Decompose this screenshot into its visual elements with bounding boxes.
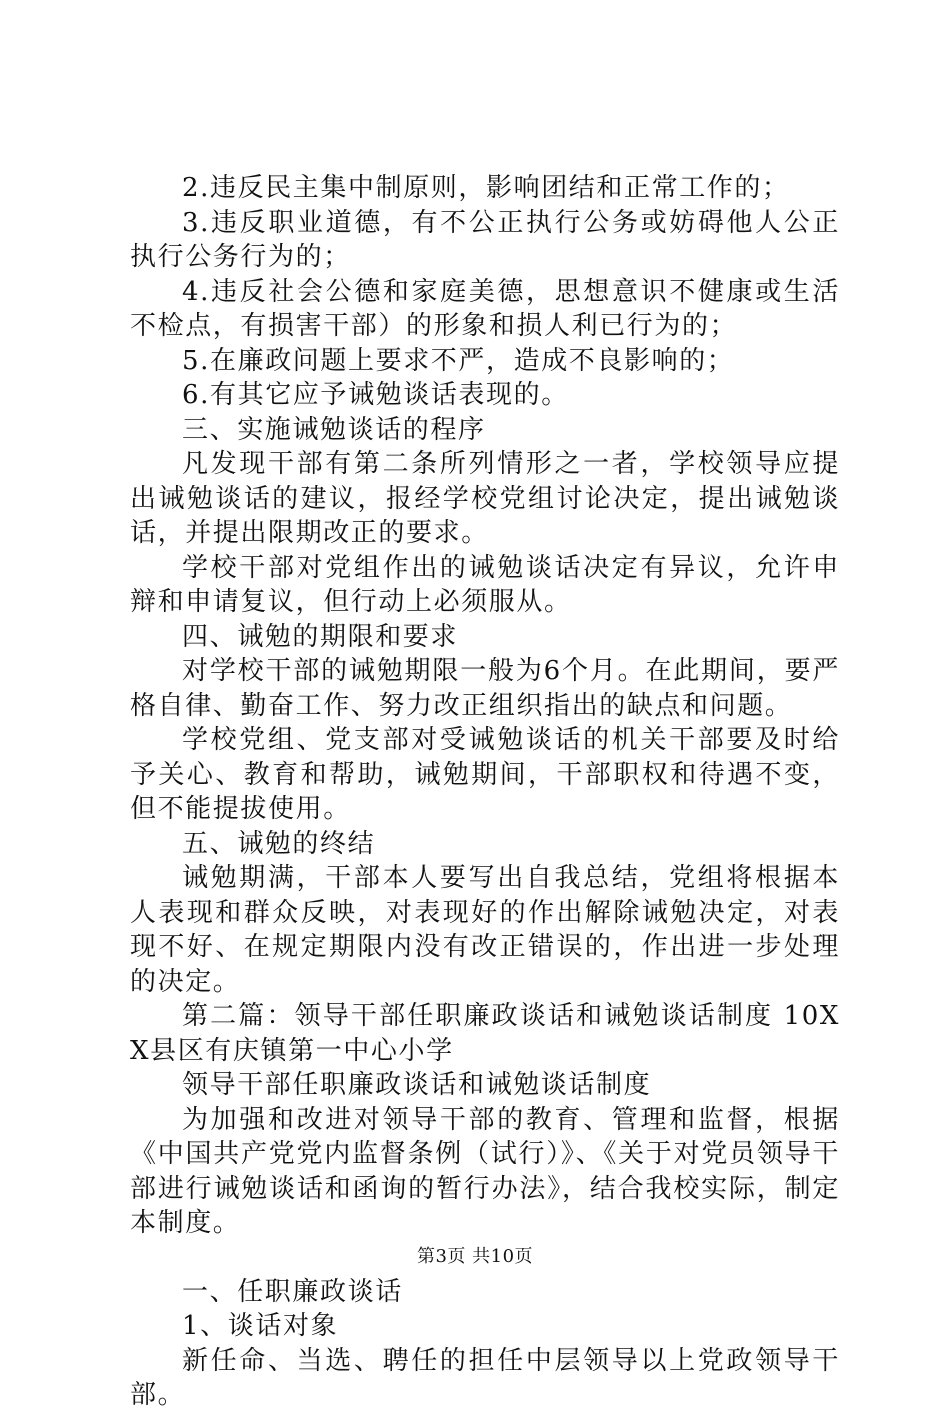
paragraph-item-6: 6.有其它应予诫勉谈话表现的。 — [182, 380, 569, 410]
paragraph-procedure-1: 凡发现干部有第二条所列情形之一者，学校领导应提出诫勉谈话的建议，报经学校党组讨论决定，提出诫勉谈话，并提出限期改正的要求。 — [130, 449, 840, 548]
document-subtitle: 领导干部任职廉政谈话和诫勉谈话制度 — [182, 1070, 652, 1100]
chapter-heading-second: 第二篇：领导干部任职廉政谈话和诫勉谈话制度 10XX县区有庆镇第一中心小学 — [130, 1001, 840, 1066]
paragraph-conclusion: 诫勉期满，干部本人要写出自我总结，党组将根据本人表现和群众反映，对表现好的作出解除诫勉决定，对表现不好、在规定期限内没有改正错误的，作出进一步处理的决定。 — [130, 863, 840, 997]
paragraph-intro: 为加强和改进对领导干部的教育、管理和监督，根据《中国共产党党内监督条例（试行）》、《关于对党员领导干部进行诫勉谈话和函询的暂行办法》，结合我校实际，制定本制度。 — [130, 1104, 840, 1238]
section-heading-period: 四、诫勉的期限和要求 — [182, 621, 459, 652]
section-heading-conclusion: 五、诫勉的终结 — [182, 828, 376, 859]
paragraph-period-2: 学校党组、党支部对受诫勉谈话的机关干部要及时给予关心、教育和帮助，诫勉期间，干部职权和待遇不变，但不能提拔使用。 — [130, 725, 840, 824]
section-heading-procedure: 三、实施诫勉谈话的程序 — [182, 414, 486, 445]
paragraph-targets: 新任命、当选、聘任的担任中层领导以上党政领导干部。 — [130, 1345, 840, 1410]
paragraph-item-4: 4.违反社会公德和家庭美德，思想意识不健康或生活不检点，有损害干部）的形象和损人利已行为的； — [130, 276, 840, 341]
paragraph-procedure-2: 学校干部对党组作出的诫勉谈话决定有异议，允许申辩和申请复议，但行动上必须服从。 — [130, 552, 840, 617]
document-body — [130, 171, 840, 1413]
subsection-heading-targets: 1、谈话对象 — [182, 1311, 339, 1341]
paragraph-period-1: 对学校干部的诫勉期限一般为6个月。在此期间，要严格自律、勤奋工作、努力改正组织指出的缺点和问题。 — [130, 656, 840, 721]
paragraph-item-5: 5.在廉政问题上要求不严，造成不良影响的； — [182, 345, 735, 376]
paragraph-item-2: 2.违反民主集中制原则，影响团结和正常工作的； — [182, 173, 790, 203]
paragraph-item-3: 3.违反职业道德，有不公正执行公务或妨碍他人公正执行公务行为的； — [130, 207, 840, 272]
page-number-footer: 第3页 共10页 — [416, 1246, 534, 1267]
section-heading-talk: 一、任职廉政谈话 — [182, 1276, 403, 1307]
